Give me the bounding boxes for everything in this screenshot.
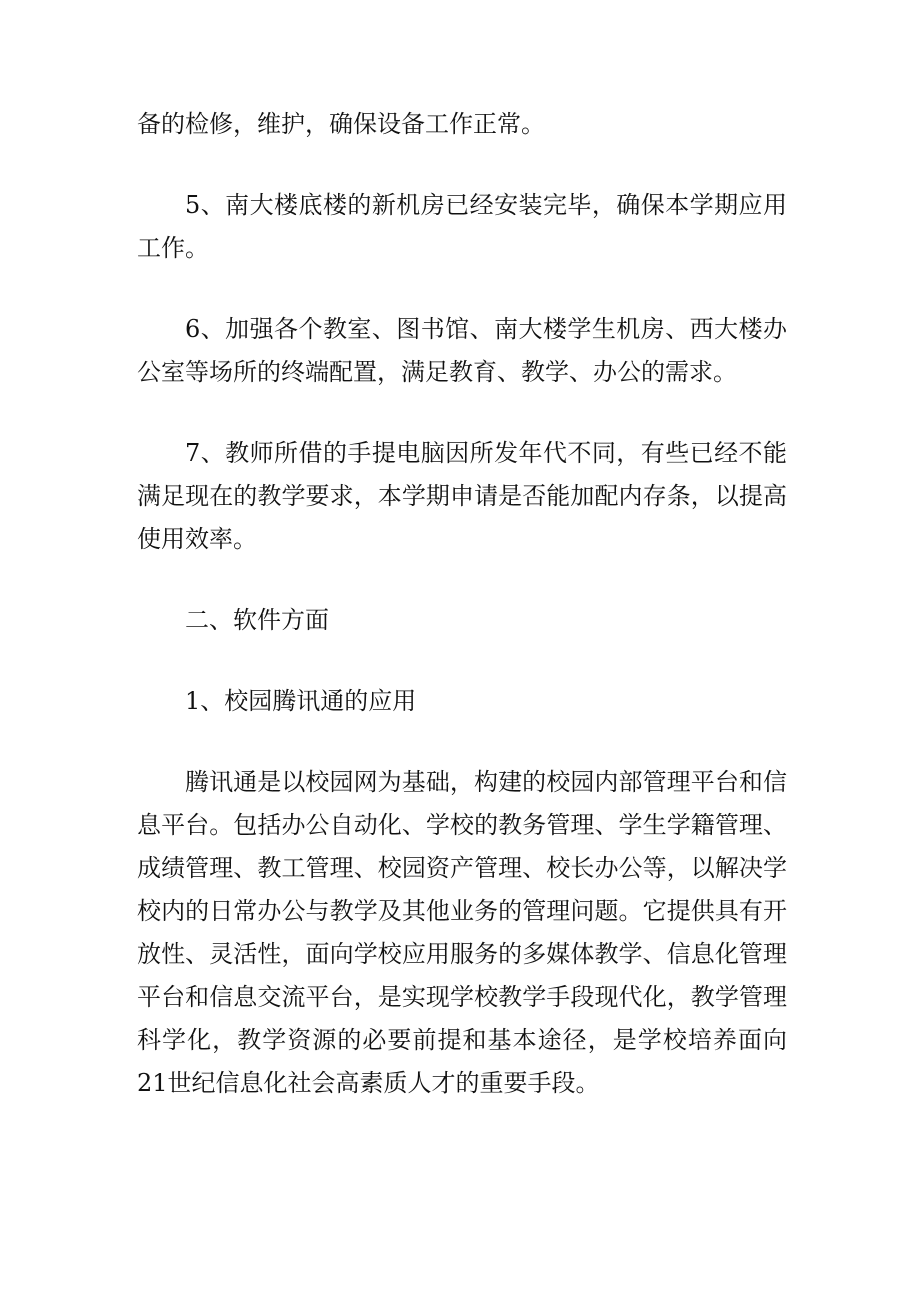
- paragraph-item-5: 5、南大楼底楼的新机房已经安装完毕，确保本学期应用工作。: [137, 191, 787, 262]
- paragraph-continuation: 备的检修，维护，确保设备工作正常。: [137, 110, 545, 138]
- document-body: [137, 103, 787, 1143]
- paragraph-rtx-description: 腾讯通是以校园网为基础，构建的校园内部管理平台和信息平台。包括办公自动化、学校的教务管理、学生学籍管理、成绩管理、教工管理、校园资产管理、校长办公等，以解决学校内的日常办公与教学及其他业务的管理问题。它提供具有开放性、灵活性，面向学校应用服务的多媒体教学、信息化管理平台和信息交流平台，是实现学校教学手段现代化，教学管理科学化，教学资源的必要前提和基本途径，是学校培养面向21世纪信息化社会高素质人才的重要手段。: [137, 768, 787, 1097]
- subheading-rtx-application: 1、校园腾讯通的应用: [185, 687, 417, 715]
- paragraph-item-6: 6、加强各个教室、图书馆、南大楼学生机房、西大楼办公室等场所的终端配置，满足教育、教学、办公的需求。: [137, 315, 787, 386]
- paragraph-item-7: 7、教师所借的手提电脑因所发年代不同，有些已经不能满足现在的教学要求，本学期申请是否能加配内存条，以提高使用效率。: [137, 439, 787, 553]
- section-heading-software: 二、软件方面: [185, 606, 329, 634]
